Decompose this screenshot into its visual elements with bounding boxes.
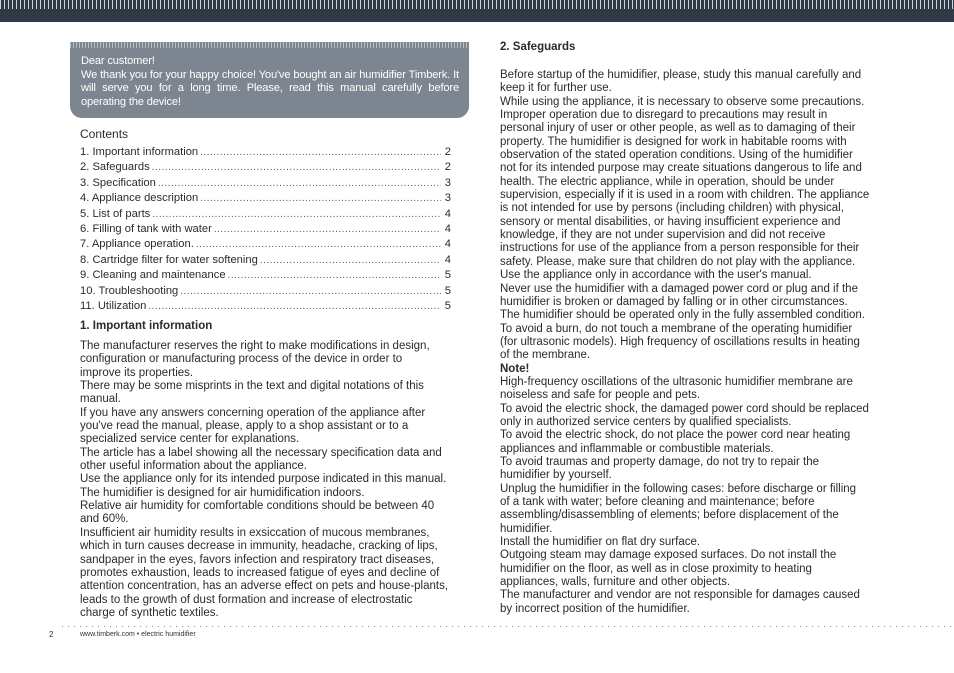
header-pattern bbox=[0, 0, 954, 9]
section2-heading: 2. Safeguards bbox=[500, 41, 576, 53]
toc-item bbox=[80, 146, 451, 161]
toc-leader bbox=[200, 193, 441, 204]
text-line: Install the humidifier on flat dry surface. bbox=[500, 536, 701, 549]
toc-item bbox=[80, 177, 451, 192]
text-line: Insufficient air humidity results in exsiccation of mucous membranes, bbox=[80, 526, 430, 539]
toc-item-label: 1. Important information bbox=[80, 146, 199, 158]
toc-item-page: 5 bbox=[444, 299, 451, 312]
text-line: To avoid traumas and property damage, do not try to repair the bbox=[500, 455, 819, 468]
toc-item-page: 2 bbox=[444, 161, 451, 174]
text-line: To avoid the electric shock, do not place the power cord near heating bbox=[500, 429, 851, 442]
text-line: by incorrect position of the humidifier. bbox=[500, 602, 690, 615]
toc-item-label: 2. Safeguards bbox=[80, 161, 150, 174]
text-line: health. The electric appliance, while in operation, should be under bbox=[500, 175, 835, 188]
text-line: personal injury of user or other people, as well as to damaging of their bbox=[500, 122, 856, 135]
text-line: leads to the growth of dust formation and increase of electrostatic bbox=[80, 593, 413, 606]
toc-item-page: 2 bbox=[444, 146, 451, 158]
text-line: Never use the humidifier with a damaged power cord or plug and if the bbox=[500, 282, 858, 295]
text-line: specialized service center for explanations. bbox=[80, 433, 300, 446]
text-line: of a tank with water; before cleaning and maintenance; before bbox=[500, 496, 815, 508]
toc-item bbox=[80, 238, 451, 253]
text-line: you've read the manual, please, apply to a shop assistant or to a bbox=[80, 420, 409, 433]
text-line: supervision, especially if it is used in a room with children. The appliance bbox=[500, 189, 870, 202]
text-line: only in authorized service centers by qualified specialists. bbox=[500, 415, 792, 428]
text-line: other useful information about the appliance. bbox=[80, 460, 307, 473]
text-line: While using the appliance, it is necessary to observe some precautions. bbox=[500, 95, 865, 108]
toc-item-label: 9. Cleaning and maintenance bbox=[80, 269, 226, 282]
text-line: attention concentration, has an adverse effect on pets and house-plants, bbox=[80, 580, 449, 593]
toc-item-page: 4 bbox=[444, 207, 451, 220]
toc-item bbox=[80, 285, 451, 300]
toc-leader bbox=[152, 209, 441, 220]
toc-item bbox=[80, 300, 451, 315]
toc-leader bbox=[260, 255, 441, 266]
toc-leader bbox=[148, 301, 441, 312]
text-line: Improper operation due to disregard to precautions may result in bbox=[500, 109, 828, 122]
toc-item-page: 3 bbox=[444, 192, 451, 205]
text-line: If you have any answers concerning operation of the appliance after bbox=[80, 406, 426, 419]
toc-leader bbox=[158, 178, 441, 189]
text-line: There may be some misprints in the text and digital notations of this bbox=[80, 380, 424, 393]
greeting-salutation: Dear customer! bbox=[81, 55, 155, 67]
text-line: appliances, walls, furniture and other objects. bbox=[500, 576, 731, 589]
text-line: assembling/disassembling of elements; before displacement of the bbox=[500, 509, 839, 522]
text-line: sensory or mental disabilities, or having insufficient experience and bbox=[500, 215, 841, 228]
section1-heading: 1. Important information bbox=[80, 320, 213, 332]
text-line: observation of the stated operation conditions. Using of the humidifier bbox=[500, 149, 853, 162]
text-line: The article has a label showing all the necessary specification data and bbox=[80, 446, 442, 459]
text-line: improve its properties. bbox=[80, 366, 194, 379]
text-line: The manufacturer reserves the right to make modifications in design, bbox=[80, 340, 430, 352]
text-line: instructions for use of the appliance from a person responsible for their bbox=[500, 242, 860, 255]
footer-divider bbox=[62, 626, 954, 627]
text-line: Unplug the humidifier in the following cases: before discharge or filling bbox=[500, 482, 857, 495]
text-line: humidifier. bbox=[500, 522, 553, 535]
toc-item-page: 3 bbox=[444, 176, 451, 189]
text-line: which in turn causes decrease in immunity, headache, cracking of lips, bbox=[80, 540, 438, 553]
toc-item-label: 10. Troubleshooting bbox=[80, 284, 179, 297]
text-line: The manufacturer and vendor are not responsible for damages caused bbox=[500, 589, 860, 602]
text-line: property. The humidifier is designed for work in habitable rooms with bbox=[500, 135, 847, 148]
text-line: High-frequency oscillations of the ultrasonic humidifier membrane are bbox=[500, 375, 853, 388]
text-line: humidifier by yourself. bbox=[500, 469, 612, 482]
greeting-body: We thank you for your happy choice! You've bought an air humidifier Timberk. It will serve you for a long time. Please, read this manual carefully before operating the device! bbox=[81, 68, 459, 108]
text-line: charge of synthetic textiles. bbox=[80, 606, 219, 619]
text-line: (for ultrasonic models). High frequency of oscillations results in heating bbox=[500, 335, 860, 348]
toc-item-label: 8. Cartridge filter for water softening bbox=[80, 253, 258, 266]
text-line: and 60%. bbox=[80, 513, 129, 526]
toc-leader bbox=[196, 239, 441, 250]
text-line: Use the appliance only in accordance with the user's manual. bbox=[500, 269, 812, 282]
text-line: To avoid a burn, do not touch a membrane of the operating humidifier bbox=[500, 322, 853, 335]
text-line: The humidifier is designed for air humidification indoors. bbox=[80, 486, 365, 499]
toc-item-label: 5. List of parts bbox=[80, 207, 151, 220]
toc-leader bbox=[228, 270, 441, 281]
text-line: Use the appliance only for its intended purpose indicated in this manual. bbox=[80, 473, 447, 486]
toc-item bbox=[80, 254, 451, 269]
toc-leader bbox=[180, 286, 441, 297]
toc-item bbox=[80, 192, 451, 207]
text-line: noiseless and safe for people and pets. bbox=[500, 389, 701, 402]
text-line: To avoid the electric shock, the damaged power cord should be replaced bbox=[500, 402, 869, 415]
toc-item-label: 6. Filling of tank with water bbox=[80, 222, 212, 235]
text-line: Relative air humidity for comfortable conditions should be between 40 bbox=[80, 500, 435, 513]
toc-item-page: 5 bbox=[444, 284, 451, 297]
text-line: configuration or manufacturing process of the device in order to bbox=[80, 353, 403, 366]
text-line: of the membrane. bbox=[500, 349, 591, 362]
toc-item-page: 4 bbox=[444, 238, 451, 251]
text-line: appliances and inflammable or combustible materials. bbox=[500, 442, 774, 455]
toc-item-page: 5 bbox=[444, 269, 451, 282]
text-line: promotes exhaustion, leads to increased fatigue of eyes and decline of bbox=[80, 566, 440, 579]
toc-item bbox=[80, 161, 451, 176]
text-line: knowledge, if they are not under supervision and did not receive bbox=[500, 229, 826, 242]
greeting-box bbox=[70, 42, 469, 118]
toc-leader bbox=[200, 147, 441, 158]
toc-item-label: 3. Specification bbox=[80, 176, 156, 189]
footer-text: www.timberk.com • electric humidifier bbox=[80, 631, 196, 638]
toc-leader bbox=[214, 224, 441, 235]
text-line: humidifier on the floor, as well as in close proximity to heating bbox=[500, 562, 812, 575]
section2-body bbox=[500, 69, 892, 616]
text-line: safety. Please, make sure that children do not play with the appliance. bbox=[500, 255, 856, 268]
text-line: sandpaper in the eyes, favors infection and respiratory tract diseases, bbox=[80, 553, 435, 566]
contents-title: Contents bbox=[80, 127, 129, 141]
note-heading: Note! bbox=[500, 362, 530, 375]
text-line: The humidifier should be operated only in the fully assembled condition. bbox=[500, 309, 866, 322]
toc-item-label: 7. Appliance operation. bbox=[80, 238, 194, 251]
toc-leader bbox=[152, 162, 441, 173]
text-line: is not intended for use by persons (including children) with physical, bbox=[500, 202, 844, 215]
text-line: humidifier is broken or damaged by falling or in other circumstances. bbox=[500, 295, 848, 308]
toc-item-label: 4. Appliance description bbox=[80, 192, 199, 205]
text-line: keep it for further use. bbox=[500, 82, 612, 95]
header-bar bbox=[0, 0, 954, 22]
text-line: manual. bbox=[80, 393, 121, 406]
toc-item bbox=[80, 223, 451, 238]
table-of-contents bbox=[80, 146, 451, 315]
text-line: Before startup of the humidifier, please, study this manual carefully and bbox=[500, 69, 862, 81]
toc-item bbox=[80, 269, 451, 284]
toc-item bbox=[80, 208, 451, 223]
text-line: Outgoing steam may damage exposed surfaces. Do not install the bbox=[500, 549, 837, 562]
section1-body bbox=[80, 340, 472, 620]
toc-item-label: 11. Utilization bbox=[80, 299, 147, 312]
toc-item-page: 4 bbox=[444, 253, 451, 266]
page-number: 2 bbox=[49, 630, 54, 639]
toc-item-page: 4 bbox=[444, 222, 451, 235]
text-line: not for its intended purpose may create situations dangerous to life and bbox=[500, 162, 862, 175]
